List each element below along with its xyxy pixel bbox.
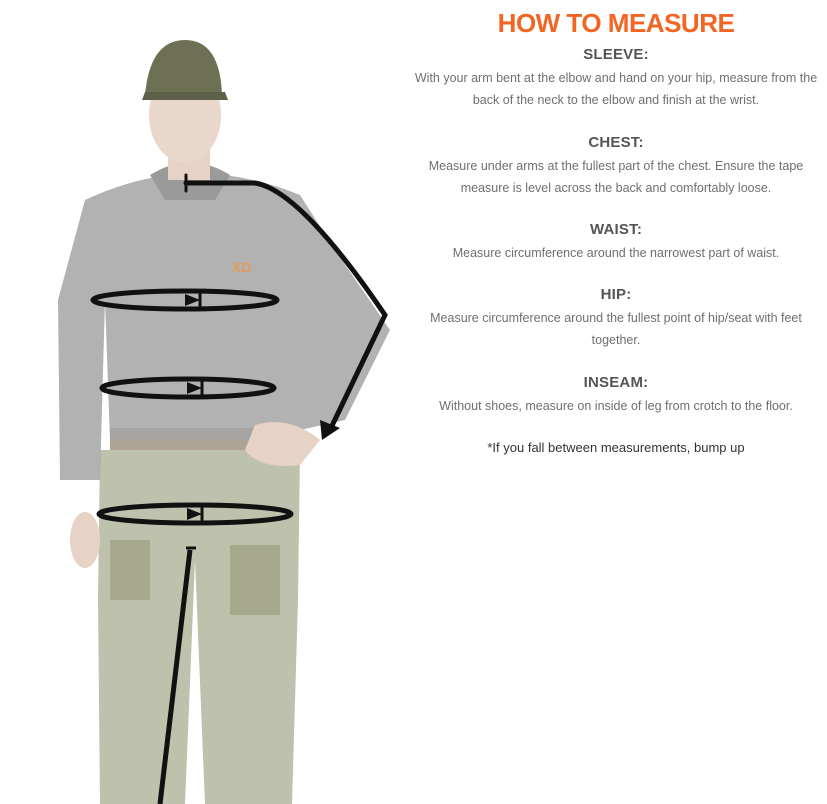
section-heading: CHEST: [588, 134, 644, 151]
section-text: With your arm bent at the elbow and hand on your hip, measure from the back of the neck to the elbow and finish at the wrist. [414, 71, 818, 107]
section-text: Measure circumference around the narrowest part of waist. [452, 246, 780, 260]
page-title: HOW TO MEASURE [497, 8, 735, 38]
section-chest [405, 134, 827, 199]
section-heading: INSEAM: [583, 374, 649, 391]
section-waist [405, 221, 827, 264]
shirt [58, 163, 390, 481]
section-inseam [405, 374, 827, 417]
section-text: Measure under arms at the fullest part of the chest. Ensure the tape measure is level across the back and comfortably loose. [428, 159, 804, 195]
section-heading: WAIST: [589, 221, 643, 238]
left-hand [245, 422, 320, 466]
section-sleeve [405, 46, 827, 111]
section-hip [405, 286, 827, 351]
section-heading: SLEEVE: [583, 46, 649, 63]
sizing-note: *If you fall between measurements, bump up [487, 440, 745, 455]
section-text: Without shoes, measure on inside of leg from crotch to the floor. [439, 399, 793, 413]
section-heading: HIP: [600, 286, 632, 303]
cap [145, 40, 222, 95]
right-hand [70, 512, 100, 568]
shirt-logo-icon: XD [232, 259, 252, 275]
section-text: Measure circumference around the fullest point of hip/seat with feet together. [430, 311, 802, 347]
measure-guide [405, 0, 827, 470]
